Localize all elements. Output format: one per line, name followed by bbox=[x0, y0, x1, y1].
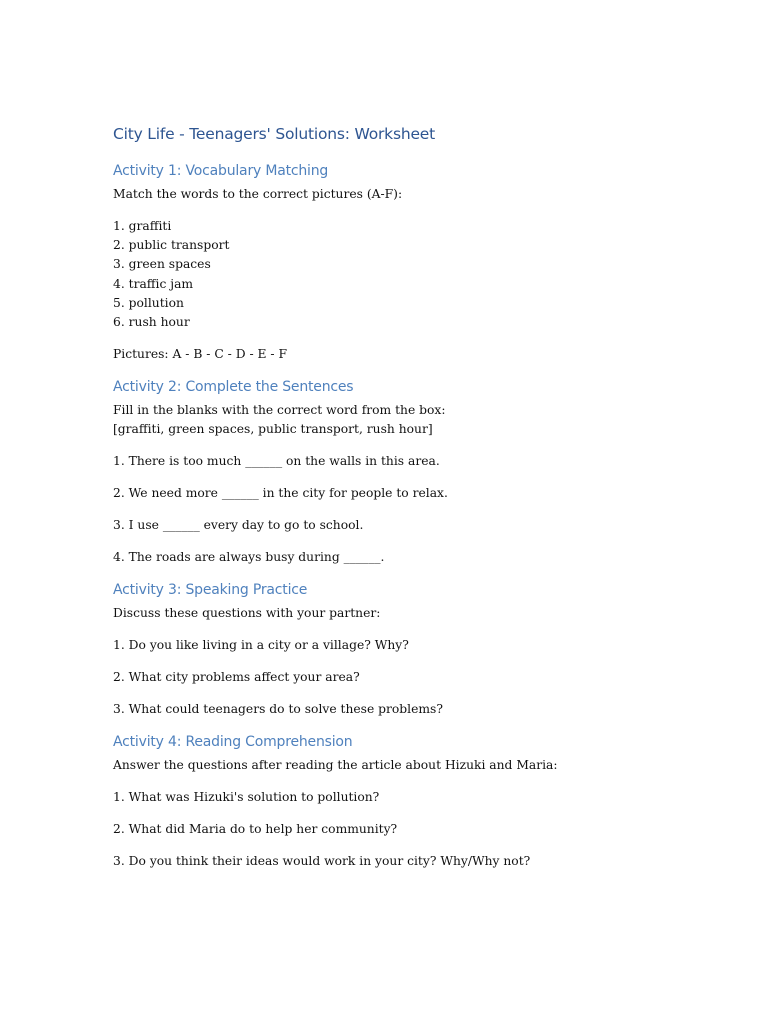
fill-in-sentence: 2. We need more ______ in the city for people to relax. bbox=[113, 486, 448, 500]
activity-2-instruction: Fill in the blanks with the correct word from the box: bbox=[113, 403, 446, 417]
activity-1-heading: Activity 1: Vocabulary Matching bbox=[113, 163, 329, 179]
speaking-question: 1. Do you like living in a city or a village? Why? bbox=[113, 638, 409, 652]
reading-question: 3. Do you think their ideas would work in your city? Why/Why not? bbox=[113, 854, 531, 868]
activity-3-instruction: Discuss these questions with your partner: bbox=[113, 606, 381, 620]
vocabulary-item: 5. pollution bbox=[113, 296, 184, 310]
fill-in-sentence: 1. There is too much ______ on the walls in this area. bbox=[113, 454, 440, 468]
activity-1-instruction: Match the words to the correct pictures (A-F): bbox=[113, 187, 403, 201]
pictures-line: Pictures: A - B - C - D - E - F bbox=[113, 347, 288, 361]
activity-2-heading: Activity 2: Complete the Sentences bbox=[113, 379, 354, 395]
speaking-question: 3. What could teenagers do to solve these problems? bbox=[113, 702, 443, 716]
fill-in-sentence: 4. The roads are always busy during ______. bbox=[113, 550, 385, 564]
vocabulary-item: 2. public transport bbox=[113, 238, 230, 252]
activity-3-heading: Activity 3: Speaking Practice bbox=[113, 582, 308, 598]
speaking-question: 2. What city problems affect your area? bbox=[113, 670, 360, 684]
document-title: City Life - Teenagers' Solutions: Worksheet bbox=[113, 125, 435, 143]
word-box: [graffiti, green spaces, public transport, rush hour] bbox=[113, 422, 433, 436]
reading-question: 1. What was Hizuki's solution to pollution? bbox=[113, 790, 380, 804]
activity-4-heading: Activity 4: Reading Comprehension bbox=[113, 734, 353, 750]
vocabulary-item: 4. traffic jam bbox=[113, 277, 194, 291]
vocabulary-item: 3. green spaces bbox=[113, 257, 211, 271]
vocabulary-item: 6. rush hour bbox=[113, 315, 190, 329]
vocabulary-item: 1. graffiti bbox=[113, 219, 172, 233]
activity-4-instruction: Answer the questions after reading the article about Hizuki and Maria: bbox=[113, 758, 558, 772]
reading-question: 2. What did Maria do to help her community? bbox=[113, 822, 398, 836]
fill-in-sentence: 3. I use ______ every day to go to school. bbox=[113, 518, 364, 532]
